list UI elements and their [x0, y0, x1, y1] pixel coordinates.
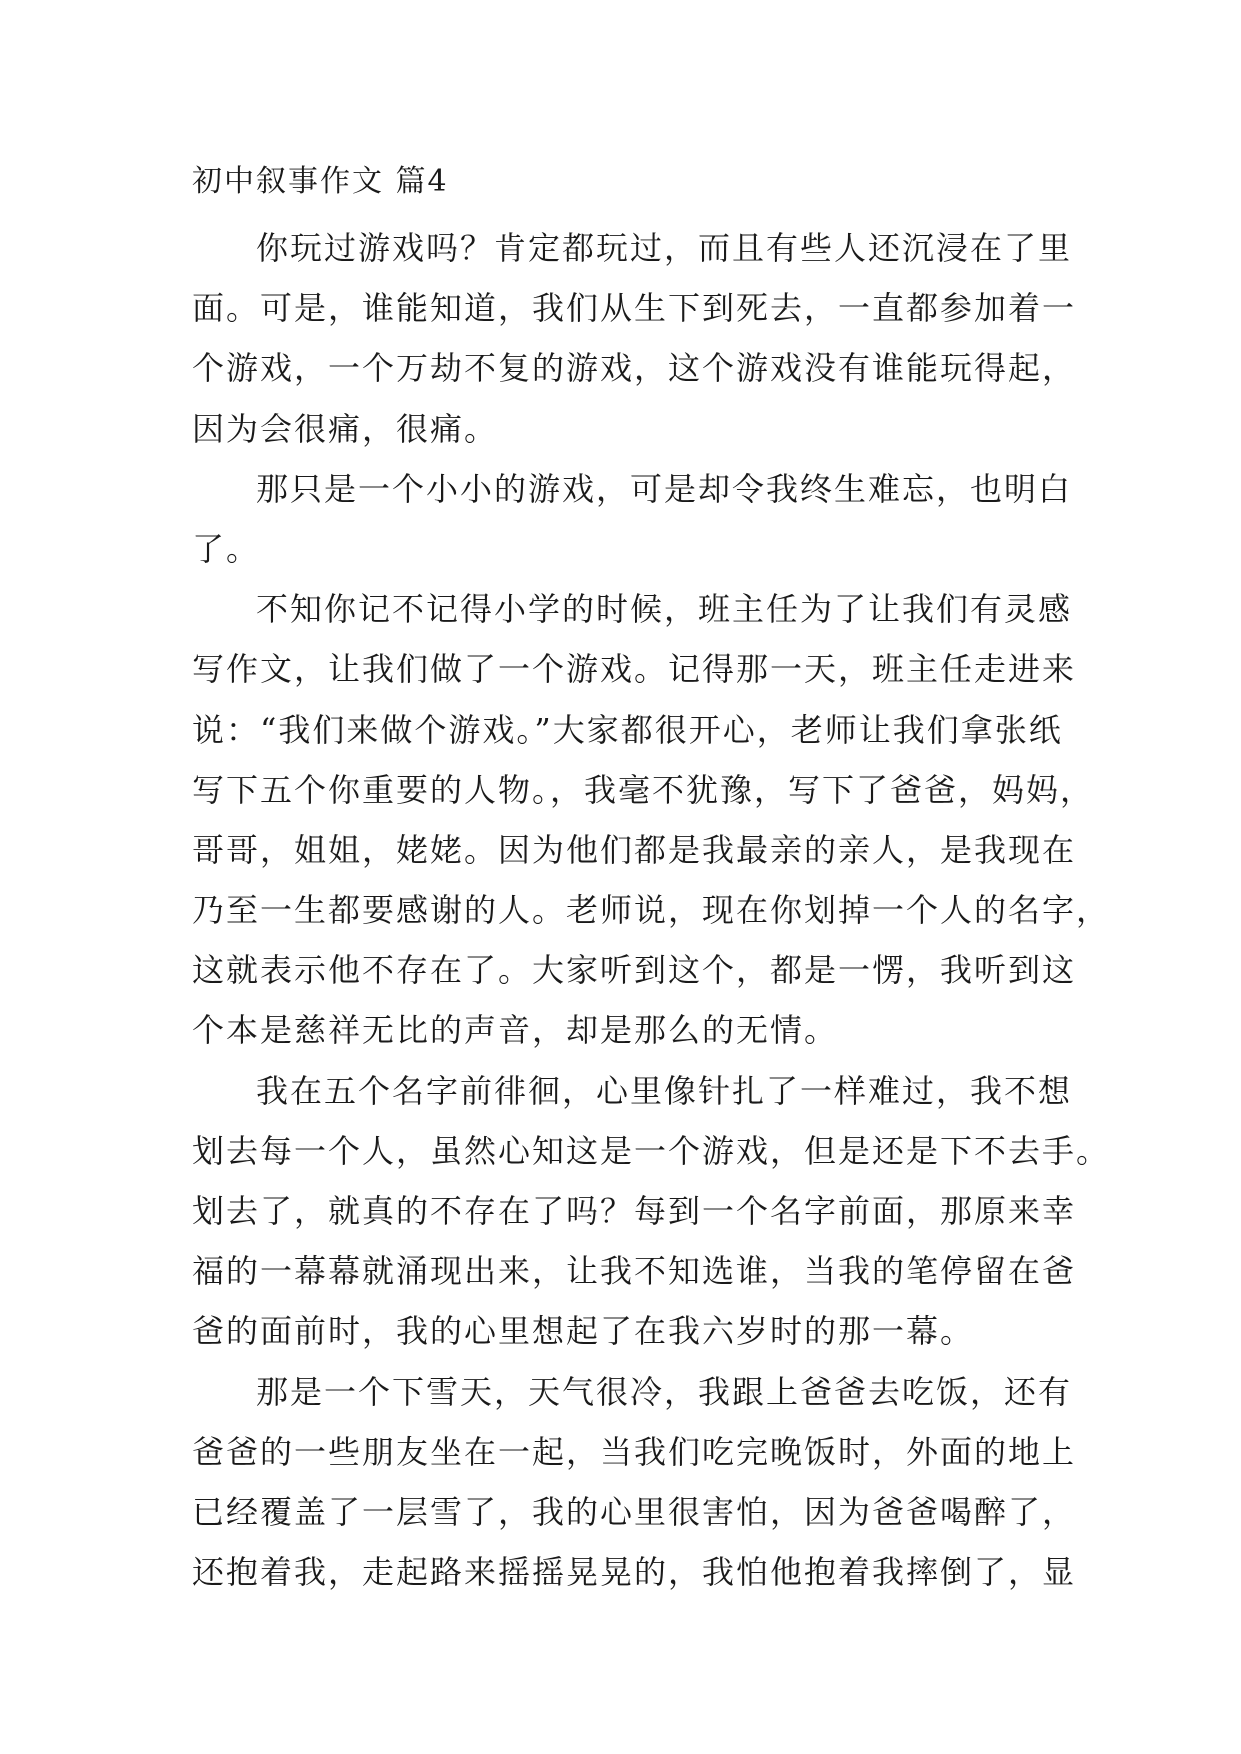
essay-body [192, 218, 1111, 1602]
text-line: 那是一个下雪天，天气很冷，我跟上爸爸去吃饭，还有 [256, 1372, 1073, 1411]
text-line: 那只是一个小小的游戏，可是却令我终生难忘，也明白 [256, 469, 1073, 508]
text-line: 面。可是，谁能知道，我们从生下到死去，一直都参加着一 [192, 289, 1077, 328]
text-line: 划去每一个人，虽然心知这是一个游戏，但是还是下不去手。 [192, 1131, 1111, 1170]
text-line: 爸的面前时，我的心里想起了在我六岁时的那一幕。 [192, 1312, 975, 1351]
text-line: 已经覆盖了一层雪了，我的心里很害怕，因为爸爸喝醉了， [192, 1492, 1077, 1531]
text-line: 因为会很痛，很痛。 [192, 409, 499, 448]
text-line: 还抱着我，走起路来摇摇晃晃的，我怕他抱着我摔倒了，显 [192, 1553, 1077, 1592]
text-line: 哥哥，姐姐，姥姥。因为他们都是我最亲的亲人，是我现在 [192, 830, 1077, 869]
text-line: 说：“我们来做个游戏。”大家都很开心，老师让我们拿张纸 [192, 710, 1063, 749]
text-line: 这就表示他不存在了。大家听到这个，都是一愣，我听到这 [192, 951, 1077, 990]
text-line: 福的一幕幕就涌现出来，让我不知选谁，当我的笔停留在爸 [192, 1252, 1077, 1291]
essay-title: 初中叙事作文 篇4 [192, 164, 449, 199]
text-line: 乃至一生都要感谢的人。老师说，现在你划掉一个人的名字， [192, 891, 1111, 930]
text-line: 写作文，让我们做了一个游戏。记得那一天，班主任走进来 [192, 650, 1077, 689]
text-line: 不知你记不记得小学的时候，班主任为了让我们有灵感 [256, 590, 1073, 629]
text-line: 写下五个你重要的人物。，我毫不犹豫，写下了爸爸，妈妈， [192, 770, 1095, 809]
text-line: 了。 [192, 529, 261, 568]
text-line: 我在五个名字前徘徊，心里像针扎了一样难过，我不想 [256, 1071, 1073, 1110]
text-line: 个本是慈祥无比的声音，却是那么的无情。 [192, 1011, 839, 1050]
text-line: 你玩过游戏吗？肯定都玩过，而且有些人还沉浸在了里 [256, 229, 1073, 267]
text-line: 划去了，就真的不存在了吗？每到一个名字前面，那原来幸 [192, 1192, 1077, 1230]
text-line: 个游戏，一个万劫不复的游戏，这个游戏没有谁能玩得起， [192, 349, 1077, 388]
text-line: 爸爸的一些朋友坐在一起，当我们吃完晚饭时，外面的地上 [192, 1432, 1077, 1471]
